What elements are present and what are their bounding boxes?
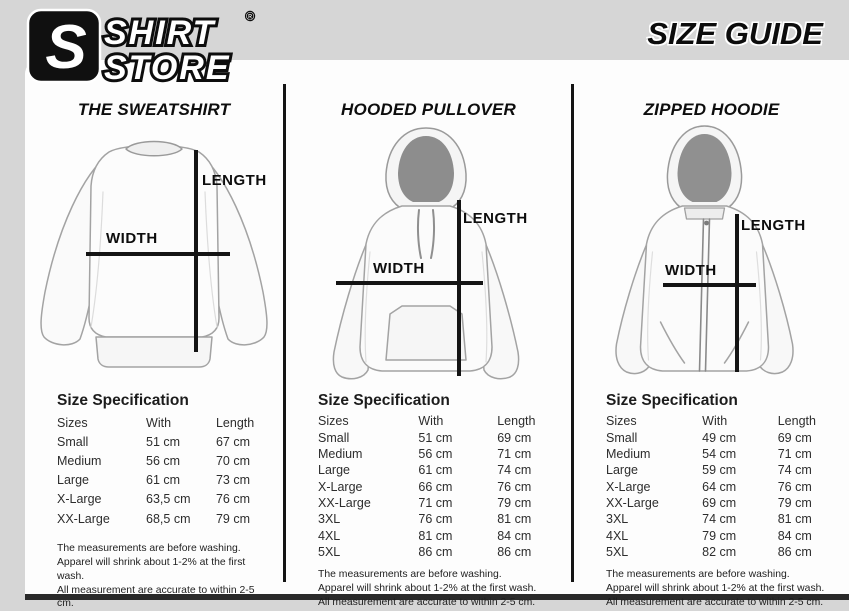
zipped-hoodie-illustration: [574, 122, 849, 382]
size-cell: 3XL: [318, 512, 341, 527]
width-cell: 82 cm: [702, 545, 737, 560]
col-header-length: Length: [777, 414, 816, 429]
length-cell: 71 cm: [497, 446, 532, 461]
size-cell: 5XL: [318, 545, 341, 560]
measurement-note: [57, 542, 269, 611]
note-line: The measurements are before washing.: [606, 569, 790, 581]
shirt-store-logo-icon: [24, 2, 264, 88]
size-cell: X-Large: [606, 479, 651, 494]
col-header-length: Length: [497, 414, 536, 429]
length-cell: 73 cm: [215, 473, 251, 488]
table-row: [57, 490, 269, 509]
width-cell: 71 cm: [418, 496, 453, 511]
width-cell: 56 cm: [418, 446, 453, 461]
width-cell: 63,5 cm: [146, 492, 191, 507]
note-line: All measurement are accurate to within 2-5 cm.: [606, 597, 824, 609]
size-cell: Small: [57, 434, 89, 449]
measurement-note: [318, 568, 557, 609]
table-header-row: [318, 413, 557, 429]
hooded-pullover-illustration: [286, 122, 571, 382]
length-cell: 69 cm: [497, 430, 532, 445]
size-specification: [318, 392, 557, 560]
note-line: Apparel will shrink about 1-2% at the first wash.: [606, 583, 825, 595]
table-row: [318, 511, 557, 527]
width-cell: 54 cm: [702, 446, 737, 461]
width-cell: 74 cm: [702, 512, 737, 527]
kangaroo-pocket: [386, 306, 466, 360]
col-header-width: With: [146, 415, 172, 430]
size-table: [606, 413, 835, 560]
width-cell: 51 cm: [418, 430, 453, 445]
garment-title: HOODED PULLOVER: [341, 100, 516, 119]
width-cell: 59 cm: [702, 463, 737, 478]
measurement-note: [606, 568, 835, 609]
logo-line2: STORE: [104, 49, 231, 87]
spec-title: Size Specification: [57, 392, 189, 409]
note-line: Apparel will shrink about 1-2% at the first wash.: [57, 556, 246, 582]
sweatshirt-figure: [25, 122, 283, 382]
length-cell: 81 cm: [497, 512, 532, 527]
length-cell: 84 cm: [777, 528, 812, 543]
table-row: [606, 446, 835, 462]
length-label: LENGTH: [741, 217, 806, 234]
length-cell: 79 cm: [497, 496, 532, 511]
width-cell: 79 cm: [702, 528, 737, 543]
size-specification: [57, 392, 269, 528]
width-cell: 86 cm: [418, 545, 453, 560]
width-cell: 68,5 cm: [146, 511, 191, 526]
zipper-pull: [704, 221, 709, 226]
size-cell: Medium: [606, 446, 651, 461]
width-label: WIDTH: [373, 260, 425, 277]
table-row: [318, 495, 557, 511]
length-cell: 86 cm: [777, 545, 812, 560]
page-title: SIZE GUIDE: [647, 16, 823, 51]
size-table: [318, 413, 557, 560]
size-cell: 4XL: [606, 528, 629, 543]
size-cell: Small: [318, 430, 350, 445]
size-cell: Large: [606, 463, 638, 478]
column-hooded-pullover: [286, 60, 571, 609]
table-row: [606, 544, 835, 560]
brand-logo: [24, 2, 264, 93]
spec-title: Size Specification: [606, 392, 738, 409]
size-guide-panel: [25, 60, 849, 610]
table-row: [606, 528, 835, 544]
logo-s-letter: S: [45, 13, 87, 82]
length-cell: 79 cm: [215, 511, 251, 526]
size-cell: 4XL: [318, 528, 341, 543]
width-cell: 49 cm: [702, 430, 737, 445]
width-cell: 56 cm: [146, 453, 181, 468]
length-line: [457, 200, 461, 376]
size-cell: Medium: [318, 446, 363, 461]
width-cell: 76 cm: [418, 512, 453, 527]
width-cell: 66 cm: [418, 479, 453, 494]
width-label: WIDTH: [665, 262, 717, 279]
size-table: [57, 413, 269, 528]
length-cell: 79 cm: [777, 496, 812, 511]
table-row: [318, 429, 557, 445]
size-cell: XX-Large: [606, 496, 659, 511]
length-label: LENGTH: [463, 210, 528, 227]
width-label: WIDTH: [106, 230, 158, 247]
length-cell: 76 cm: [497, 479, 532, 494]
size-cell: Medium: [57, 453, 102, 468]
note-line: All measurement are accurate to within 2-5 cm.: [318, 597, 536, 609]
table-row: [606, 495, 835, 511]
length-cell: 69 cm: [777, 430, 812, 445]
length-label: LENGTH: [202, 172, 267, 189]
width-line: [663, 283, 756, 287]
hooded-pullover-figure: [286, 122, 571, 382]
length-cell: 86 cm: [497, 545, 532, 560]
collar-band: [685, 208, 725, 219]
table-row: [318, 528, 557, 544]
table-row: [318, 544, 557, 560]
col-header-sizes: Sizes: [318, 414, 349, 429]
table-row: [57, 471, 269, 490]
table-row: [606, 479, 835, 495]
size-cell: X-Large: [57, 492, 102, 507]
col-header-width: With: [702, 414, 728, 429]
logo-line1: SHIRT: [104, 14, 216, 52]
column-sweatshirt: [25, 60, 283, 610]
size-cell: XX-Large: [57, 511, 110, 526]
width-cell: 64 cm: [702, 479, 737, 494]
length-cell: 76 cm: [215, 492, 251, 507]
width-cell: 51 cm: [146, 434, 181, 449]
col-header-width: With: [418, 414, 444, 429]
table-row: [318, 446, 557, 462]
table-header-row: [606, 413, 835, 429]
registered-mark: ®: [246, 11, 255, 23]
note-line: The measurements are before washing.: [57, 543, 241, 555]
size-cell: 5XL: [606, 545, 629, 560]
size-cell: Large: [318, 463, 350, 478]
spec-title: Size Specification: [318, 392, 450, 409]
table-row: [606, 462, 835, 478]
size-cell: Small: [606, 430, 638, 445]
length-cell: 84 cm: [497, 528, 532, 543]
size-cell: 3XL: [606, 512, 629, 527]
note-line: All measurement are accurate to within 2-5 cm.: [57, 584, 255, 610]
zipped-hoodie-figure: [574, 122, 849, 382]
length-line: [735, 214, 739, 372]
garment-title: THE SWEATSHIRT: [77, 100, 231, 119]
garment-title: ZIPPED HOODIE: [643, 100, 780, 119]
col-header-sizes: Sizes: [606, 414, 637, 429]
collar: [126, 142, 182, 156]
width-cell: 61 cm: [146, 473, 181, 488]
table-row: [606, 511, 835, 527]
length-cell: 74 cm: [777, 463, 812, 478]
table-row: [57, 432, 269, 451]
length-cell: 81 cm: [777, 512, 812, 527]
length-line: [194, 150, 198, 352]
size-specification: [606, 392, 835, 560]
col-header-length: Length: [215, 415, 255, 430]
note-line: The measurements are before washing.: [318, 569, 502, 581]
length-cell: 70 cm: [215, 453, 251, 468]
table-header-row: [57, 413, 269, 432]
table-row: [57, 509, 269, 528]
width-cell: 81 cm: [418, 528, 453, 543]
table-row: [318, 479, 557, 495]
width-cell: 61 cm: [418, 463, 453, 478]
length-cell: 76 cm: [777, 479, 812, 494]
col-header-sizes: Sizes: [57, 415, 88, 430]
width-cell: 69 cm: [702, 496, 737, 511]
size-cell: X-Large: [318, 479, 363, 494]
note-line: Apparel will shrink about 1-2% at the first wash.: [318, 583, 537, 595]
column-zipped-hoodie: [574, 60, 849, 609]
size-cell: XX-Large: [318, 496, 371, 511]
table-row: [606, 429, 835, 445]
size-cell: Large: [57, 473, 89, 488]
width-line: [336, 281, 483, 285]
length-cell: 71 cm: [777, 446, 812, 461]
table-row: [318, 462, 557, 478]
length-cell: 74 cm: [497, 463, 532, 478]
table-row: [57, 451, 269, 470]
length-cell: 67 cm: [215, 434, 251, 449]
width-line: [86, 252, 230, 256]
